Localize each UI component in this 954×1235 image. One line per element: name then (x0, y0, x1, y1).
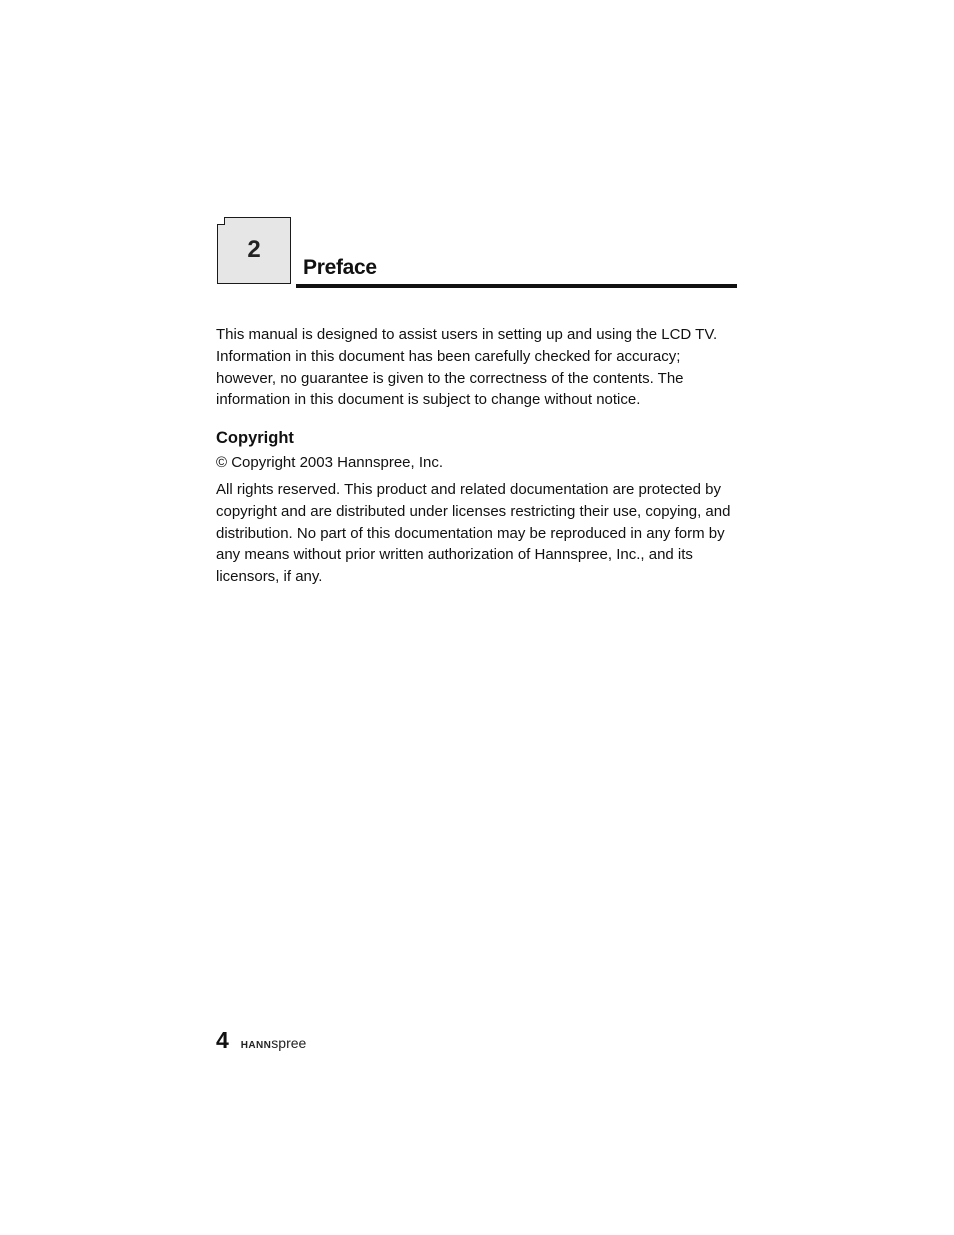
copyright-heading: Copyright (216, 429, 294, 448)
page-footer (216, 1027, 306, 1054)
rights-paragraph: All rights reserved. This product and related documentation are protected by copyright and are distributed under licenses restricting their use, copying, and distribution. No part of this documentation may be reproduced in any form by any means without prior written authorization of Hannspree, Inc., and its licensors, if any. (216, 480, 731, 586)
intro-paragraph: This manual is designed to assist users in setting up and using the LCD TV. Information in this document has been carefully checked for accuracy; however, no guarantee is given to the correctness of the contents. The information in this document is subject to change without notice. (216, 326, 718, 409)
chapter-number-box (217, 217, 291, 284)
title-underline (296, 284, 737, 288)
copyright-notice: © Copyright 2003 Hannspree, Inc. (216, 454, 444, 472)
chapter-title: Preface (303, 256, 377, 279)
chapter-number: 2 (247, 236, 261, 263)
page-number: 4 (216, 1027, 229, 1053)
brand-bold: HANN (240, 1040, 272, 1051)
hannspree-logo (241, 1035, 307, 1051)
brand-light: spree (271, 1035, 307, 1051)
page-content (216, 324, 741, 588)
